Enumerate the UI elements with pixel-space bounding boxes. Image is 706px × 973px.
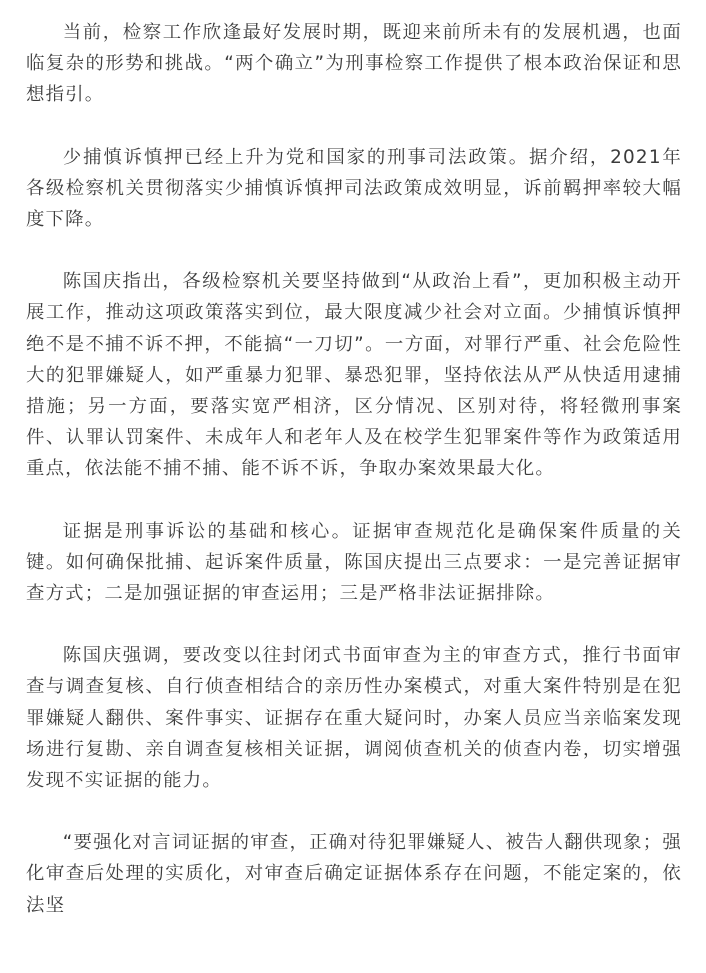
paragraph-5: 陈国庆强调，要改变以往封闭式书面审查为主的审查方式，推行书面审查与调查复核、自行侦查相结合的亲历性办案模式，对重大案件特别是在犯罪嫌疑人翻供、案件事实、证据存在重大疑问时，办案人员应当亲临案发现场进行复勘、亲自调查复核相关证据，调阅侦查机关的侦查内卷，切实增强发现不实证据的能力。 <box>26 645 682 792</box>
paragraph-6: “要强化对言词证据的审查，正确对待犯罪嫌疑人、被告人翻供现象；强化审查后处理的实质化，对审查后确定证据体系存在问题，不能定案的，依法坚 <box>26 832 682 916</box>
paragraph-3: 陈国庆指出，各级检察机关要坚持做到“从政治上看”，更加积极主动开展工作，推动这项政策落实到位，最大限度减少社会对立面。少捕慎诉慎押绝不是不捕不诉不押，不能搞“一刀切”。一方面，对罪行严重、社会危险性大的犯罪嫌疑人，如严重暴力犯罪、暴恐犯罪，坚持依法从严从快适用逮捕措施；另一方面，要落实宽严相济，区分情况、区别对待，将轻微刑事案件、认罪认罚案件、未成年人和老年人及在校学生犯罪案件等作为政策适用重点，依法能不捕不捕、能不诉不诉，争取办案效果最大化。 <box>26 271 682 480</box>
paragraph-2: 少捕慎诉慎押已经上升为党和国家的刑事司法政策。据介绍，2021年各级检察机关贯彻落实少捕慎诉慎押司法政策成效明显，诉前羁押率较大幅度下降。 <box>26 146 682 231</box>
paragraph-1: 当前，检察工作欣逢最好发展时期，既迎来前所未有的发展机遇，也面临复杂的形势和挑战。“两个确立”为刑事检察工作提供了根本政治保证和思想指引。 <box>26 22 682 106</box>
paragraph-4: 证据是刑事诉讼的基础和核心。证据审查规范化是确保案件质量的关键。如何确保批捕、起诉案件质量，陈国庆提出三点要求：一是完善证据审查方式；二是加强证据的审查运用；三是严格非法证据排除。 <box>26 520 682 605</box>
